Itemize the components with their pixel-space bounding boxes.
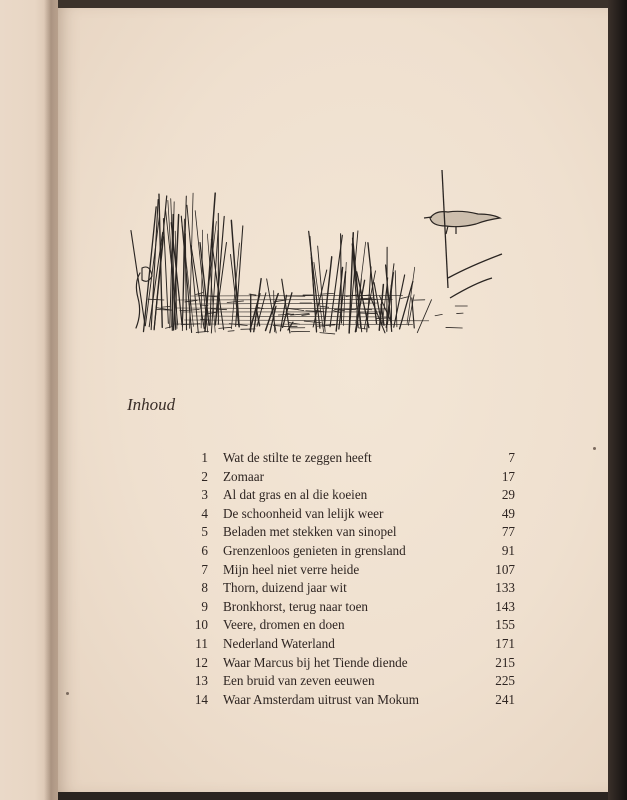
page-number: 143 [495,598,515,614]
page-number: 49 [501,505,515,521]
chapter-title: Veere, dromen en doen [223,617,345,633]
chapter-number: 13 [194,673,208,689]
chapter-title: Waar Amsterdam uitrust van Mokum [223,691,419,707]
toc-entry [190,579,515,598]
page-number: 91 [501,542,515,558]
chapter-title: Wat de stilte te zeggen heeft [223,450,372,465]
bird-icon [424,211,500,234]
chapter-title: Waar Marcus bij het Tiende diende [223,654,408,670]
toc-entry [190,672,515,691]
chapter-title: Een bruid van zeven eeuwen [223,673,375,689]
chapter-title: Bronkhorst, terug naar toen [223,598,369,614]
paper-speck [593,447,596,450]
table-of-contents [190,449,515,709]
page-number: 225 [495,673,515,689]
chapter-number: 6 [201,542,208,558]
toc-entry [190,616,515,635]
chapter-title: Al dat gras en al die koeien [223,487,368,503]
toc-entry [190,505,515,524]
contents-heading: Inhoud [127,395,176,414]
chapter-number: 5 [201,524,208,540]
page-right-edge [608,0,627,800]
paper-speck [66,692,69,695]
page-number: 107 [495,561,515,577]
chapter-title: Zomaar [223,468,265,484]
chapter-title: Beladen met stekken van sinopel [223,524,397,540]
chapter-number: 14 [194,691,208,707]
chapter-number: 8 [201,580,208,596]
page-number: 215 [495,654,515,670]
toc-entry [190,561,515,580]
chapter-number: 7 [201,561,208,577]
book-spine [44,0,58,800]
toc-entry [190,523,515,542]
reed-grass-illustration [130,168,510,348]
page-number: 241 [495,691,515,707]
toc-entry [190,542,515,561]
page-number: 17 [501,468,515,484]
page-number: 77 [501,524,515,540]
chapter-number: 9 [201,598,208,614]
chapter-number: 3 [201,487,208,503]
toc-entry [190,635,515,654]
toc-entry [190,691,515,710]
chapter-title: Thorn, duizend jaar wit [223,580,347,596]
chapter-title: De schoonheid van lelijk weer [223,505,384,521]
chapter-number: 4 [201,505,208,521]
page-number: 29 [501,487,515,503]
toc-entry [190,654,515,673]
toc-entry [190,449,515,468]
page-top-edge [58,0,608,8]
chapter-number: 11 [195,635,208,651]
toc-entry [190,486,515,505]
chapter-title: Mijn heel niet verre heide [223,561,360,577]
toc-entry [190,468,515,487]
chapter-number: 1 [201,450,208,465]
page-number: 7 [508,450,515,465]
page-number: 171 [495,635,515,651]
chapter-number: 10 [194,617,208,633]
chapter-number: 12 [194,654,208,670]
chapter-number: 2 [201,468,208,484]
toc-entry [190,598,515,617]
page-number: 155 [495,617,515,633]
chapter-title: Nederland Waterland [223,635,335,651]
page-number: 133 [495,580,515,596]
chapter-title: Grenzenloos genieten in grensland [223,542,406,558]
